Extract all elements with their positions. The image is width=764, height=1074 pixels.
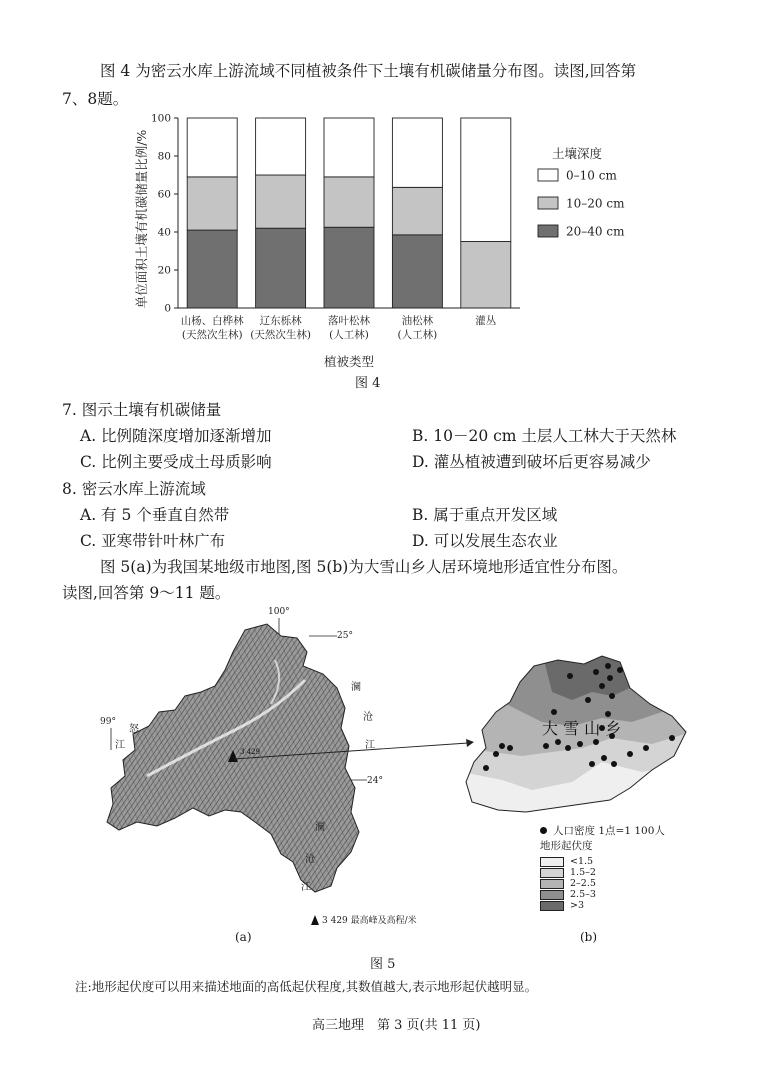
township-name: 大 雪 山 乡 xyxy=(542,719,622,738)
q7-stem: 7. 图示土壤有机碳储量 xyxy=(62,401,222,419)
population-dot xyxy=(507,745,513,751)
legend-peak-label: 3 429 最高峰及高程/米 xyxy=(322,916,417,926)
river-label-right-6: 江 xyxy=(301,882,311,893)
y-tick-label: 0 xyxy=(164,302,171,315)
chart-labels xyxy=(181,314,497,369)
population-dot xyxy=(593,669,599,675)
category-sublabel: (天然次生林) xyxy=(250,329,311,341)
population-dot xyxy=(577,741,583,747)
bar-segment xyxy=(324,177,374,227)
bar-segment xyxy=(461,242,511,309)
population-dot xyxy=(555,739,561,745)
y-tick-label: 40 xyxy=(157,226,171,239)
bar-segment xyxy=(392,187,442,235)
bar-segment xyxy=(256,175,306,228)
intro-line-2: 7、8题。 xyxy=(62,90,129,108)
y-tick-label: 20 xyxy=(157,264,171,277)
bar-segment xyxy=(461,118,511,242)
population-dot xyxy=(627,751,633,757)
population-dot xyxy=(589,761,595,767)
legend-peak-icon xyxy=(311,915,319,925)
legend-relief-swatch xyxy=(540,901,564,911)
legend-relief-label: 2.5–3 xyxy=(570,889,596,900)
population-dot xyxy=(609,693,615,699)
legend-title: 土壤深度 xyxy=(552,146,603,161)
figure-4-caption: 图 4 xyxy=(355,376,381,391)
peak-label: 3 429 xyxy=(240,748,261,756)
lat-25-label: 25° xyxy=(337,631,353,641)
river-label-left-1: 江 xyxy=(115,740,125,751)
legend-relief-row xyxy=(540,856,720,867)
category-label: 灌丛 xyxy=(475,315,497,327)
lat-24-label: 24° xyxy=(367,776,383,786)
legend-relief-row xyxy=(540,889,720,900)
category-sublabel: (人工林) xyxy=(397,329,438,341)
q8-option-d: D. 可以发展生态农业 xyxy=(412,532,558,550)
population-dot xyxy=(565,745,571,751)
bar-segment xyxy=(187,230,237,308)
intro2-line-1: 图 5(a)为我国某地级市地图,图 5(b)为大雪山乡人居环境地形适宜性分布图。 xyxy=(100,558,628,576)
bar-segment xyxy=(392,235,442,308)
y-tick-label: 100 xyxy=(150,112,171,125)
figure-5-caption: 图 5 xyxy=(370,957,396,972)
y-tick-label: 60 xyxy=(157,188,171,201)
category-sublabel: (天然次生林) xyxy=(181,329,243,341)
q8-option-a: A. 有 5 个垂直自然带 xyxy=(80,506,230,524)
legend-relief-label: 2–2.5 xyxy=(570,878,596,889)
population-dot xyxy=(617,667,623,673)
intro2-line-2: 读图,回答第 9～11 题。 xyxy=(62,584,231,602)
x-axis-title: 植被类型 xyxy=(323,354,375,369)
legend-swatch xyxy=(538,169,558,181)
legend-relief-row xyxy=(540,900,720,911)
bar-segment xyxy=(324,227,374,308)
legend-swatch xyxy=(538,197,558,209)
legend-dot-label: 人口密度 1点=1 100人 xyxy=(553,824,665,837)
map-link-arrow xyxy=(230,735,480,765)
river-label-left-2: 怒 xyxy=(129,724,139,735)
legend-relief-swatch xyxy=(540,857,564,867)
y-axis-title: 单位面积土壤有机碳储量比例/% xyxy=(134,129,149,309)
population-dot xyxy=(601,755,607,761)
legend-relief-swatch xyxy=(540,868,564,878)
q8-option-c: C. 亚寒带针叶林广布 xyxy=(80,532,226,550)
legend-relief-rows xyxy=(540,856,720,911)
legend-relief-swatch xyxy=(540,890,564,900)
bar-segment xyxy=(256,118,306,175)
category-sublabel: (人工林) xyxy=(329,329,369,341)
legend-relief-label: 1.5–2 xyxy=(570,867,596,878)
category-label: 落叶松林 xyxy=(328,315,370,327)
figure-5b-legend xyxy=(540,822,720,911)
q7-option-a: A. 比例随深度增加逐渐增加 xyxy=(80,427,272,445)
legend-entry: 20–40 cm xyxy=(566,224,625,239)
population-dot xyxy=(669,735,675,741)
legend-entry: 0–10 cm xyxy=(566,168,617,183)
population-dot xyxy=(543,743,549,749)
q7-option-d: D. 灌丛植被遭到破坏后更容易减少 xyxy=(412,453,651,471)
population-dot xyxy=(585,697,591,703)
population-dot xyxy=(567,673,573,679)
figure-5a-label: (a) xyxy=(235,930,252,944)
legend-swatch xyxy=(538,225,558,237)
legend-relief-label: >3 xyxy=(570,900,585,911)
population-dot xyxy=(551,709,557,715)
figure-5b-map xyxy=(462,652,692,832)
q8-option-b: B. 属于重点开发区域 xyxy=(412,506,558,524)
q8-stem: 8. 密云水库上游流域 xyxy=(62,480,206,498)
figure-5a-map xyxy=(75,600,417,940)
legend-relief-title: 地形起伏度 xyxy=(540,840,593,852)
page-footer: 高三地理 第 3 页(共 11 页) xyxy=(312,1018,481,1033)
population-dot xyxy=(599,683,605,689)
q7-option-b: B. 10－20 cm 土层人工林大于天然林 xyxy=(412,427,677,445)
chart-bars xyxy=(187,118,511,308)
population-dot xyxy=(499,743,505,749)
river-label-right-2: 沧 xyxy=(363,712,373,723)
population-dot xyxy=(607,675,613,681)
legend-relief-swatch xyxy=(540,879,564,889)
bar-segment xyxy=(187,177,237,230)
population-dot xyxy=(643,745,649,751)
river-label-right-4: 澜 xyxy=(315,822,325,833)
category-label: 辽东栎林 xyxy=(259,315,302,327)
population-dot xyxy=(483,765,489,771)
category-label: 山杨、白桦林 xyxy=(180,315,244,327)
population-dot-icon xyxy=(540,827,547,834)
population-dot xyxy=(611,761,617,767)
terrain-zone-5 xyxy=(542,652,632,700)
figure-4-chart xyxy=(120,108,680,393)
bar-segment xyxy=(187,118,237,177)
category-label: 油松林 xyxy=(401,315,434,327)
y-tick-label: 80 xyxy=(157,150,171,163)
river-label-right-5: 沧 xyxy=(305,854,315,865)
bar-segment xyxy=(392,118,442,187)
lon-100-label: 100° xyxy=(268,607,290,617)
legend-relief-row xyxy=(540,878,720,889)
intro-line-1: 图 4 为密云水库上游流域不同植被条件下土壤有机碳储量分布图。读图,回答第 xyxy=(100,62,637,80)
population-dot xyxy=(605,663,611,669)
legend-entry: 10–20 cm xyxy=(566,196,625,211)
q7-option-c: C. 比例主要受成土母质影响 xyxy=(80,453,272,471)
river-label-right-3: 江 xyxy=(365,740,375,751)
legend-relief-row xyxy=(540,867,720,878)
lon-99-label: 99° xyxy=(100,717,116,727)
bar-segment xyxy=(324,118,374,177)
figure-note: 注:地形起伏度可以用来描述地面的高低起伏程度,其数值越大,表示地形起伏越明显。 xyxy=(75,979,538,994)
population-dot xyxy=(605,711,611,717)
river-label-right-1: 澜 xyxy=(351,682,361,693)
legend-relief-label: <1.5 xyxy=(570,856,594,867)
population-dot xyxy=(493,751,499,757)
chart-legend xyxy=(538,146,625,239)
population-dot xyxy=(593,739,599,745)
figure-5b-label: (b) xyxy=(580,930,598,944)
bar-segment xyxy=(256,228,306,308)
